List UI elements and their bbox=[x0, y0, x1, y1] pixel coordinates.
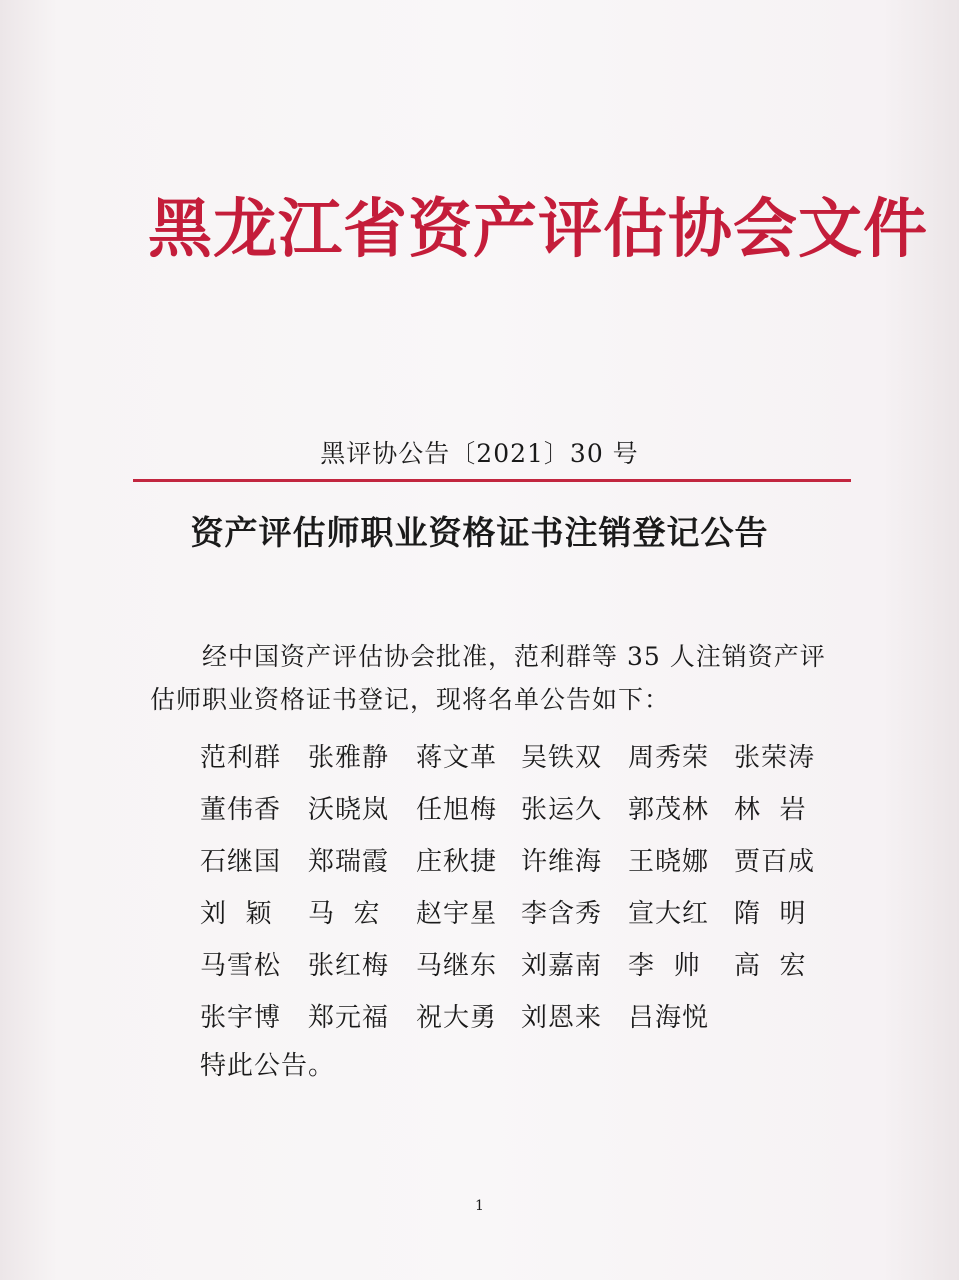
name-entry: 范利群 bbox=[200, 743, 282, 773]
document-number: 黑评协公告〔2021〕30 号 bbox=[320, 439, 639, 468]
name-entry: 隋 明 bbox=[734, 899, 807, 929]
name-entry: 郑元福 bbox=[308, 1003, 390, 1033]
name-entry: 刘 颖 bbox=[200, 899, 273, 929]
name-entry: 李含秀 bbox=[521, 899, 603, 929]
name-entry: 张雅静 bbox=[308, 743, 390, 773]
name-row bbox=[200, 996, 840, 1048]
name-entry: 董伟香 bbox=[200, 795, 282, 825]
name-entry: 赵宇星 bbox=[416, 899, 498, 929]
name-entry: 高 宏 bbox=[734, 951, 807, 981]
name-entry: 张宇博 bbox=[200, 1003, 282, 1033]
name-entry: 林 岩 bbox=[734, 795, 807, 825]
name-row bbox=[200, 944, 840, 996]
name-row bbox=[200, 736, 840, 788]
name-entry: 刘嘉南 bbox=[521, 951, 603, 981]
name-entry: 祝大勇 bbox=[416, 1003, 498, 1033]
name-row bbox=[200, 892, 840, 944]
name-entry: 任旭梅 bbox=[416, 795, 498, 825]
name-entry: 马雪松 bbox=[200, 951, 282, 981]
name-entry: 张运久 bbox=[521, 795, 603, 825]
name-entry: 王晓娜 bbox=[628, 847, 710, 877]
name-entry: 石继国 bbox=[200, 847, 282, 877]
name-entry: 蒋文革 bbox=[416, 743, 498, 773]
name-list bbox=[200, 736, 840, 1048]
name-entry: 吕海悦 bbox=[628, 1003, 710, 1033]
name-entry: 刘恩来 bbox=[521, 1003, 603, 1033]
page-number: 1 bbox=[475, 1198, 484, 1214]
notice-body bbox=[150, 635, 850, 721]
name-entry: 沃晓岚 bbox=[308, 795, 390, 825]
name-entry: 贾百成 bbox=[734, 847, 816, 877]
name-entry: 张荣涛 bbox=[734, 743, 816, 773]
name-entry: 周秀荣 bbox=[628, 743, 710, 773]
name-entry: 庄秋捷 bbox=[416, 847, 498, 877]
name-entry: 马继东 bbox=[416, 951, 498, 981]
name-row bbox=[200, 788, 840, 840]
name-entry: 马 宏 bbox=[308, 899, 381, 929]
name-entry: 张红梅 bbox=[308, 951, 390, 981]
name-entry: 许维海 bbox=[521, 847, 603, 877]
name-row bbox=[200, 840, 840, 892]
name-entry: 吴铁双 bbox=[521, 743, 603, 773]
name-entry: 李 帅 bbox=[628, 951, 701, 981]
notice-title: 资产评估师职业资格证书注销登记公告 bbox=[190, 513, 769, 552]
org-header-title: 黑龙江省资产评估协会文件 bbox=[148, 192, 928, 267]
name-entry: 郭茂林 bbox=[628, 795, 710, 825]
body-paragraph: 经中国资产评估协会批准，范利群等 35 人注销资产评估师职业资格证书登记，现将名单公告如下： bbox=[150, 642, 826, 714]
closing-text: 特此公告。 bbox=[200, 1051, 336, 1081]
red-divider-line bbox=[133, 479, 851, 482]
name-entry: 宣大红 bbox=[628, 899, 710, 929]
name-entry: 郑瑞霞 bbox=[308, 847, 390, 877]
